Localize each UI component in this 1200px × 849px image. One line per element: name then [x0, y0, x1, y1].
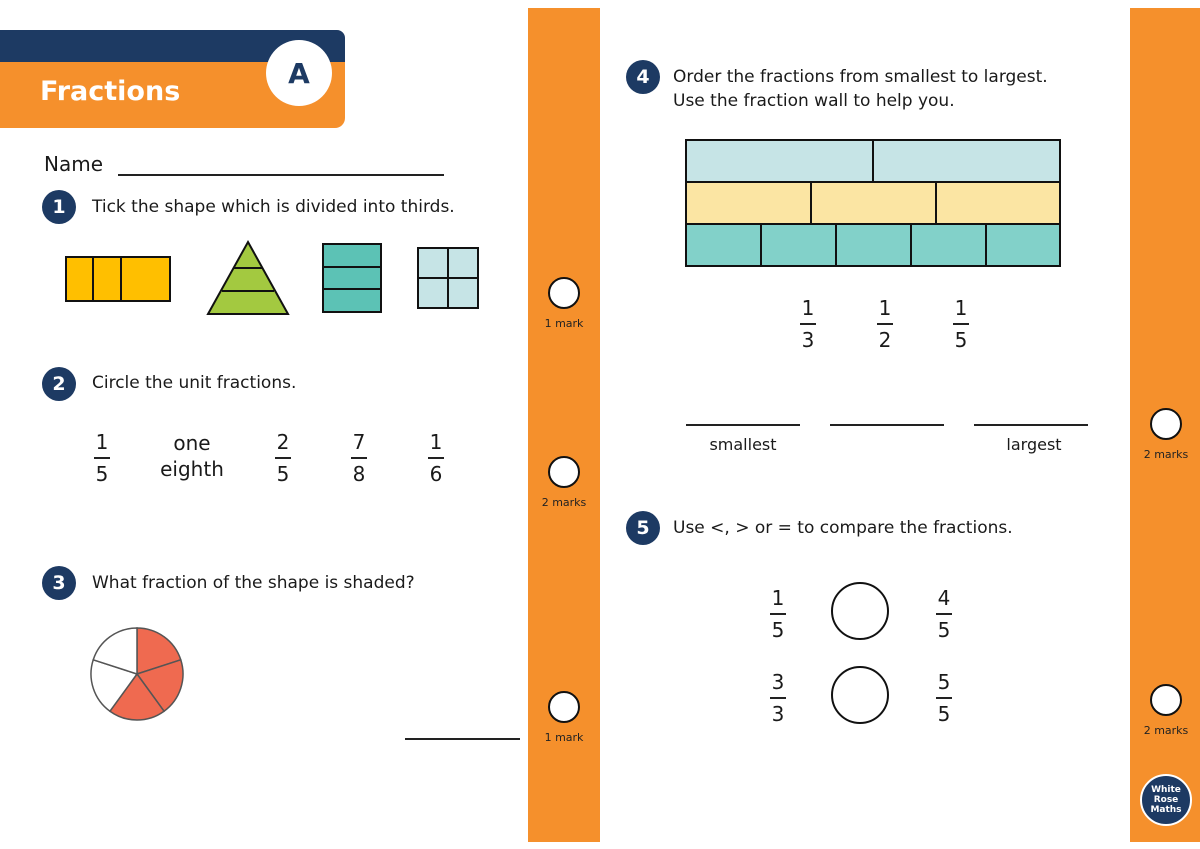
- question-3-number: 3: [42, 566, 76, 600]
- fraction-item: [949, 296, 973, 352]
- triangle-shape[interactable]: [208, 242, 288, 314]
- fraction-item[interactable]: [347, 430, 371, 486]
- fraction-bar: [94, 457, 110, 459]
- q5-mark-label: 2 marks: [1143, 724, 1189, 737]
- question-5-number: 5: [626, 511, 660, 545]
- q1-mark-label: 1 mark: [544, 317, 584, 330]
- fraction-bar: [770, 697, 786, 699]
- numerator: 1: [771, 586, 785, 610]
- denominator: 3: [801, 328, 815, 352]
- smallest-label: smallest: [709, 435, 777, 454]
- rectangle-thirds-shape[interactable]: [66, 257, 170, 301]
- fraction-item[interactable]: [424, 430, 448, 486]
- denominator: 5: [954, 328, 968, 352]
- numerator: 7: [352, 430, 366, 454]
- compare-circle-2[interactable]: [831, 666, 889, 724]
- fraction-item: [932, 586, 956, 642]
- wall-row-halves: [686, 140, 1060, 182]
- numerator: 1: [95, 430, 109, 454]
- question-3-text: What fraction of the shape is shaded?: [92, 573, 415, 593]
- question-4-text-line2: Use the fraction wall to help you.: [673, 91, 955, 111]
- q3-mark-label: 1 mark: [544, 731, 584, 744]
- denominator: 5: [937, 702, 951, 726]
- numerator: 1: [954, 296, 968, 320]
- logo-text-line2: Rose: [1153, 795, 1179, 805]
- fraction-bar: [936, 613, 952, 615]
- q5-mark-box[interactable]: [1150, 684, 1182, 716]
- fraction-bar: [953, 323, 969, 325]
- numerator: 3: [771, 670, 785, 694]
- denominator: 8: [352, 462, 366, 486]
- fraction-item[interactable]: [90, 430, 114, 486]
- square-thirds-horizontal-shape[interactable]: [323, 244, 381, 312]
- denominator: 5: [276, 462, 290, 486]
- wall-row-fifths: [686, 224, 1060, 266]
- question-1-text: Tick the shape which is divided into thirds.: [92, 197, 455, 217]
- denominator: 2: [878, 328, 892, 352]
- q4-mark-label: 2 marks: [1143, 448, 1189, 461]
- q1-mark-box[interactable]: [548, 277, 580, 309]
- numerator: 1: [429, 430, 443, 454]
- logo-text-line1: White: [1151, 785, 1181, 795]
- fraction-bar: [877, 323, 893, 325]
- question-4-number: 4: [626, 60, 660, 94]
- fraction-item: [796, 296, 820, 352]
- question-2-number: 2: [42, 367, 76, 401]
- denominator: 5: [937, 618, 951, 642]
- order-answer-line-2[interactable]: [830, 424, 944, 426]
- denominator: 5: [771, 618, 785, 642]
- name-label: Name: [44, 152, 104, 176]
- version-badge: A: [266, 40, 332, 106]
- numerator: 5: [937, 670, 951, 694]
- denominator: 3: [771, 702, 785, 726]
- fraction-bar: [275, 457, 291, 459]
- q3-answer-line[interactable]: [405, 738, 520, 740]
- fraction-bar: [800, 323, 816, 325]
- order-answer-line-3[interactable]: [974, 424, 1088, 426]
- fraction-item: [932, 670, 956, 726]
- numerator: 4: [937, 586, 951, 610]
- q2-mark-label: 2 marks: [541, 496, 587, 509]
- logo-text-line3: Maths: [1150, 805, 1182, 815]
- square-quarters-shape[interactable]: [418, 248, 478, 308]
- fraction-bar: [770, 613, 786, 615]
- numerator: 1: [878, 296, 892, 320]
- pie-shape: [88, 626, 188, 724]
- largest-label: largest: [1006, 435, 1062, 454]
- wall-row-thirds: [686, 182, 1060, 224]
- fraction-bar: [351, 457, 367, 459]
- fraction-item[interactable]: [271, 430, 295, 486]
- fraction-item: [766, 586, 790, 642]
- fraction-item: [766, 670, 790, 726]
- name-answer-line[interactable]: [118, 174, 444, 176]
- order-answer-line-1[interactable]: [686, 424, 800, 426]
- compare-circle-1[interactable]: [831, 582, 889, 640]
- question-4-text-line1: Order the fractions from smallest to largest.: [673, 67, 1048, 87]
- denominator: 5: [95, 462, 109, 486]
- word-top: one: [173, 431, 211, 455]
- question-1-number: 1: [42, 190, 76, 224]
- page-title: Fractions: [40, 76, 181, 107]
- numerator: 1: [801, 296, 815, 320]
- fraction-bar: [936, 697, 952, 699]
- word-bottom: eighth: [160, 457, 224, 481]
- fraction-word-item[interactable]: [152, 430, 232, 482]
- question-5-text: Use <, > or = to compare the fractions.: [673, 518, 1013, 538]
- fraction-bar: [428, 457, 444, 459]
- fraction-item: [873, 296, 897, 352]
- q3-mark-box[interactable]: [548, 691, 580, 723]
- q2-mark-box[interactable]: [548, 456, 580, 488]
- q1-shapes: [60, 236, 500, 322]
- fraction-wall: [684, 138, 1064, 270]
- q4-mark-box[interactable]: [1150, 408, 1182, 440]
- denominator: 6: [429, 462, 443, 486]
- numerator: 2: [276, 430, 290, 454]
- white-rose-maths-logo: [1140, 774, 1192, 826]
- question-2-text: Circle the unit fractions.: [92, 373, 297, 393]
